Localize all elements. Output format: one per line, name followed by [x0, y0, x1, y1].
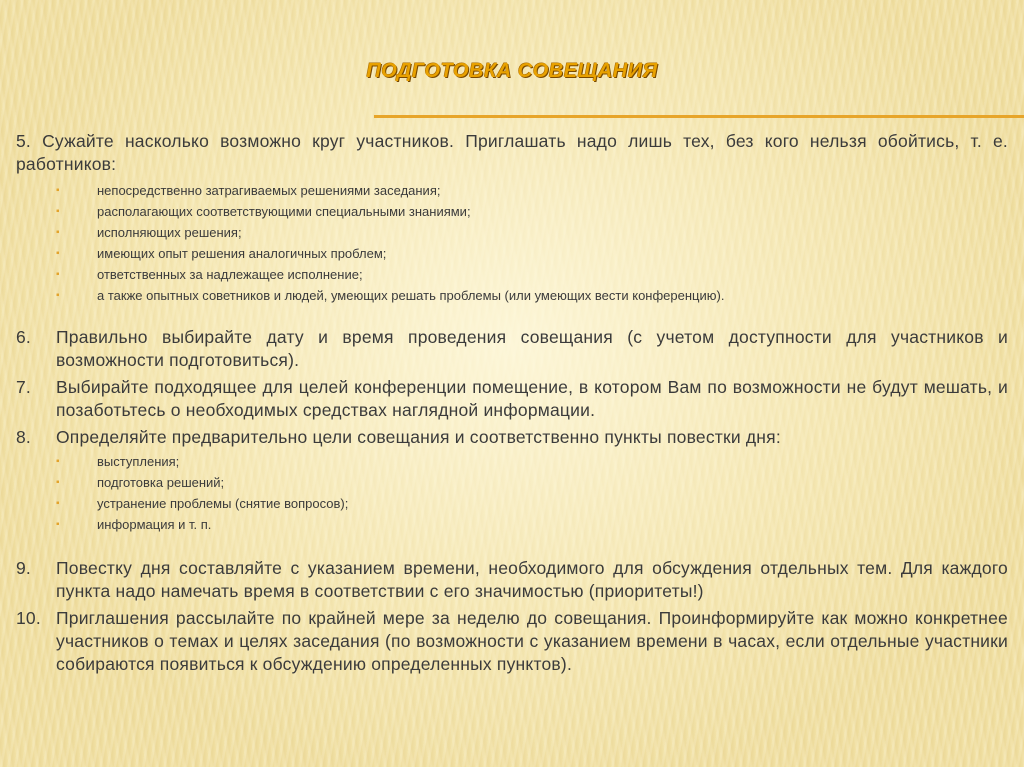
point-number: 6.: [16, 327, 31, 347]
point-number: 7.: [16, 377, 31, 397]
list-item: ▪ располагающих соответствующими специальными знаниями;: [56, 201, 1008, 222]
point-number: 9.: [16, 558, 31, 578]
bullet-icon: ▪: [56, 206, 60, 217]
list-item: ▪ устранение проблемы (снятие вопросов);: [56, 493, 1008, 514]
list-item: ▪ а также опытных советников и людей, умеющих решать проблемы (или умеющих вести конференцию).: [56, 285, 1008, 306]
list-item: ▪ непосредственно затрагиваемых решениями заседания;: [56, 180, 1008, 201]
bullet-icon: ▪: [56, 227, 60, 238]
point-9: [16, 557, 1008, 603]
list-item: ▪ исполняющих решения;: [56, 222, 1008, 243]
point-10: [16, 607, 1008, 676]
point-text: Определяйте предварительно цели совещания и соответственно пункты повестки дня:: [56, 427, 781, 447]
list-item: ▪ подготовка решений;: [56, 472, 1008, 493]
point-number: 8.: [16, 427, 31, 447]
point-5-sublist: [16, 180, 1008, 306]
bullet-icon: ▪: [56, 456, 60, 467]
list-item: ▪ выступления;: [56, 451, 1008, 472]
point-text: Повестку дня составляйте с указанием времени, необходимого для обсуждения отдельных тем. Для каждого пункта надо намечать время в соответствии с его значимостью (приоритеты!): [56, 558, 1008, 601]
bullet-icon: ▪: [56, 498, 60, 509]
bullet-icon: ▪: [56, 185, 60, 196]
list-item: ▪ имеющих опыт решения аналогичных проблем;: [56, 243, 1008, 264]
point-text: Приглашения рассылайте по крайней мере за неделю до совещания. Проинформируйте как можно конкретнее участников о темах и целях заседания (по возможности с указанием времени в часах, если отдельные участники собираются появиться к обсуждению определенных пунктов).: [56, 608, 1008, 674]
slide-title: ПОДГОТОВКА СОВЕЩАНИЯ: [366, 60, 658, 82]
point-7: [16, 376, 1008, 422]
title-divider: [374, 115, 1024, 118]
list-item: ▪ информация и т. п.: [56, 514, 1008, 535]
bullet-icon: ▪: [56, 290, 60, 301]
point-text: Выбирайте подходящее для целей конференции помещение, в котором Вам по возможности не будут мешать, и позаботьтесь о необходимых средствах наглядной информации.: [56, 377, 1008, 420]
slide-content: [16, 130, 1008, 676]
point-number: 10.: [16, 608, 41, 628]
point-6: [16, 326, 1008, 372]
point-8: [16, 426, 1008, 449]
point-8-sublist: [16, 451, 1008, 535]
bullet-icon: ▪: [56, 519, 60, 530]
point-5-text: 5. Сужайте насколько возможно круг участников. Приглашать надо лишь тех, без кого нельзя обойтись, т. е. работников:: [16, 131, 1008, 174]
point-text: Правильно выбирайте дату и время проведения совещания (с учетом доступности для участников и возможности подготовиться).: [56, 327, 1008, 370]
bullet-icon: ▪: [56, 477, 60, 488]
list-item: ▪ ответственных за надлежащее исполнение;: [56, 264, 1008, 285]
bullet-icon: ▪: [56, 269, 60, 280]
bullet-icon: ▪: [56, 248, 60, 259]
